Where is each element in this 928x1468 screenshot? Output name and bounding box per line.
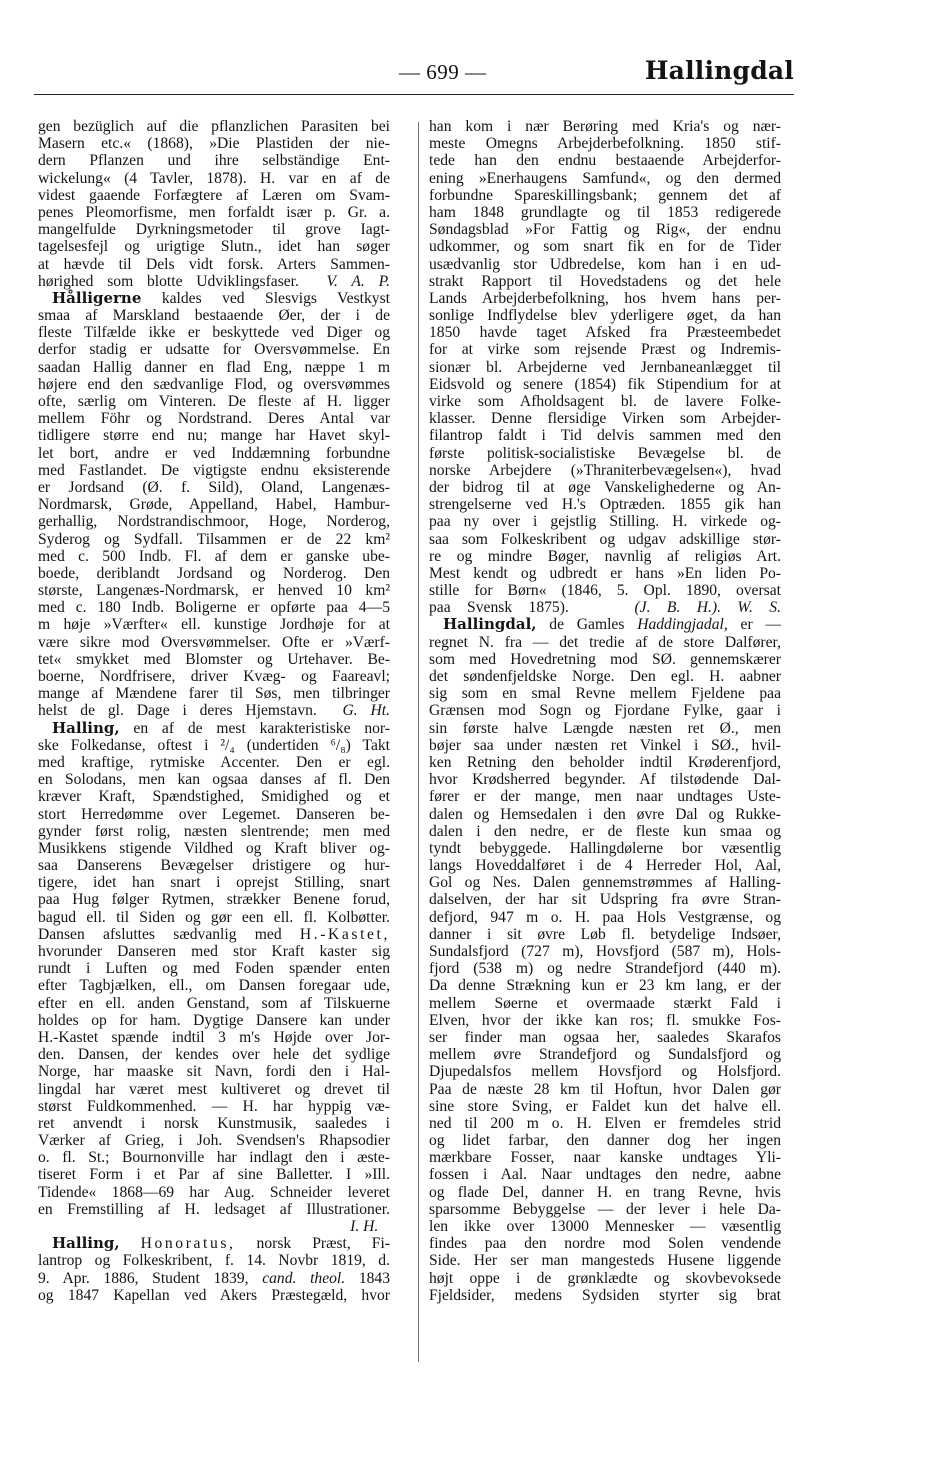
text-run: en af de mest karakteristiske nor- [133, 719, 390, 737]
text-line: strakt Rapport til Hovedstadens og det hele [429, 272, 781, 290]
text-line: Djupedalsfos mellem Hovsfjord og Holsfjord. [429, 1063, 781, 1081]
spaced-term: Honoratus, [140, 1235, 236, 1253]
text-line: boede, deriblandt Jordsand og Norderog. Den [38, 564, 390, 582]
text-line: efter en ell. anden Genstand, som af Tilskuerne [38, 994, 390, 1012]
text-line: tigere, idet han snart i oprejst Stilling, snart [38, 874, 390, 892]
text-line: tede han den endnu bestaaende Arbejderfor- [429, 152, 781, 170]
entry-headword: Hålligerne [52, 288, 142, 307]
text-line: sparsomme Bebyggelse — der lever i hele Da- [429, 1200, 781, 1218]
text-line: bagud ell. til Siden og gør een ell. fl. Kolbøtter. [38, 908, 390, 926]
text-line: stille for Børn« (1846, 5. Opl. 1890, oversat [429, 582, 781, 600]
text-line: usædvanlig stor Udbredelse, kom han i en ud- [429, 255, 781, 273]
text-line: ham 1848 grundlagte og til 1853 redigerede [429, 203, 781, 221]
text-run: norsk Præst, Fi- [256, 1235, 391, 1253]
text-line: Sundalsfjord (727 m), Hovsfjord (587 m), Hols- [429, 943, 781, 960]
text-line: gen bezüglich auf die pflanzlichen Parasiten bei [38, 118, 390, 135]
entry-heading-line [38, 290, 390, 307]
text-line: fører er der mange, men naar undtages Uste- [429, 788, 781, 806]
text-line: filantrop faldt i Tid delvis sammen med den [429, 427, 781, 445]
text-line: H.-Kastet spænde indtil 3 m's Højde over Jor- [38, 1028, 390, 1046]
text-line [38, 1270, 390, 1287]
text-line: Eidsvold og senere (1854) fik Stipendium for at [429, 375, 781, 393]
text-line: højt oppe i de grønklædte og skovbevoksede [429, 1269, 781, 1287]
text-line: størst Fuldkommenhed. — H. har hyppig væ- [38, 1097, 390, 1115]
left-column [38, 118, 390, 1304]
entry-headword: Hallingdal, [443, 615, 537, 634]
text-line: dalselven, der har sit Udspring fra øvre Stran- [429, 891, 781, 909]
text-line: med c. 500 Indb. Fl. af dem er ganske ube- [38, 547, 390, 565]
text-line: mellem Søerne et overmaade stærkt Fald i [429, 994, 781, 1012]
text-line: Paa de næste 28 km til Hoftun, hvor Dalen gør [429, 1080, 781, 1098]
text-line: boerne, Nordfrisere, driver Kvæg- og Faareavl; [38, 668, 390, 685]
text-line: tiseret Form i et Par af sine Balletter. I »Ill. [38, 1166, 390, 1184]
text-line: ofte, særlig om Vinteren. De fleste af H. ligger [38, 393, 390, 410]
text-line: Norge, har maaske sit Navn, fordi den i Hal- [38, 1063, 390, 1081]
text-line: paa ny over i gejstlig Stilling. H. virkede og- [429, 513, 781, 531]
author-signature: V. A. P. [326, 272, 391, 290]
text-line: derfor stadig er udsatte for Oversvømmelse. En [38, 341, 390, 359]
text-line: fossen i Aal. Naar undtages den nedre, aabne [429, 1166, 781, 1184]
text-line: Lands Arbejderbefolkning, hos hvem hans per- [429, 289, 781, 307]
column-divider [418, 122, 419, 1362]
text-line: det søndenfjeldske Norge. Den egl. H. aabner [429, 668, 781, 685]
text-line: fleste Tilfælde ikke er beskyttede ved Diger og [38, 324, 390, 342]
text-line: virke som Afholdsagent bl. de lavere Folke- [429, 393, 781, 410]
text-run: 9. Apr. 1886, Student 1839, [38, 1269, 249, 1287]
text-line: let bort, andre er ved Inddæmning forbundne [38, 444, 390, 462]
text-line: Gol og Nes. Dalen gennemstrømmes af Halling- [429, 874, 781, 892]
text-line: ser finder man ogsaa her, saaledes Skarafos [429, 1028, 781, 1046]
text-line: danner i sit øvre Løb fl. betydelige Indsøer, [429, 925, 781, 943]
text-line: penes Pleomorfisme, men forfaldt især p. Gr. a. [38, 203, 390, 221]
text-line: kræver Kraft, Spændstighed, Smidighed og et [38, 788, 390, 806]
text-line: Værker af Grieg, i Joh. Svendsen's Rhapsodier [38, 1132, 390, 1150]
text-line: dalen i den nedre, er de fleste kun smaa og [429, 822, 781, 840]
text-line: at hævde til Dels vidt forsk. Arters Sammen- [38, 255, 390, 273]
text-line: hvorunder Danseren med stor Kraft kaster sig [38, 943, 390, 960]
text-line: saa som Folkeskribent og udgav adskillige stør- [429, 530, 781, 548]
text-line: med Fastlandet. De vigtigste endnu eksisterende [38, 461, 390, 479]
text-line: Tidende« 1868—69 har Aug. Schneider leveret [38, 1183, 390, 1201]
text-line: findes paa den nordre mod Solen vendende [429, 1235, 781, 1253]
running-head: Hallingdal [644, 56, 794, 85]
text-line: langs Hoveddalføret i de 4 Herreder Hol, Aal, [429, 857, 781, 875]
text-line: ske Folkedanse, oftest i ²/₄ (undertiden ⁶/₈) Takt [38, 736, 390, 754]
text-run: hørighed som blotte Udviklingsfaser. [38, 272, 299, 290]
page-header [34, 58, 794, 92]
text-line: sonlige Indflydelse blev yderligere øget, da han [429, 307, 781, 325]
text-line: mellem Föhr og Nordstrand. Deres Antal var [38, 410, 390, 428]
text-line: ned til 200 m o. H. Elven er fremdeles strid [429, 1114, 781, 1132]
text-line: sine store Sving, er Faldet kun det halve ell. [429, 1097, 781, 1115]
text-line: defjord, 947 m o. H. paa Hols Vestgrænse, og [429, 908, 781, 926]
text-line: og lidet farbar, den danner dog her ingen [429, 1132, 781, 1150]
text-line: Syderog og Sydfall. Tilsammen er de 22 km² [38, 530, 390, 548]
text-run: helst de gl. Dage i deres Hjemstavn. [38, 702, 317, 720]
text-run: er — [740, 616, 782, 634]
text-line: mellem øvre Strandefjord og Sundalsfjord og [429, 1046, 781, 1064]
text-line: regnet N. fra — det tredie af de store Dalfører, [429, 633, 781, 651]
text-line: mange af Mændene farer til Søs, men tilbringer [38, 685, 390, 703]
text-line: tyndt bebyggede. Hallingdølerne bor væsentlig [429, 839, 781, 857]
text-line: mærkbare Fosser, naar kanske undtages Yli- [429, 1149, 781, 1167]
italic-term: cand. theol. [262, 1269, 346, 1287]
text-line: Nordmarsk, Grøde, Appelland, Habel, Hambur- [38, 496, 390, 514]
text-line: saa Danserens Bevægelser dristigere og hur- [38, 857, 390, 875]
text-line: en Solodans, men kan ogsaa danses af fl. Den [38, 771, 390, 789]
text-line: wickelung« (4 Tavler, 1878). H. var en af de [38, 169, 390, 187]
text-line: er Jordsand (Ø. f. Sild), Oland, Langenæs- [38, 478, 390, 496]
text-line: sionær bl. Arbejderne ved Jernbaneanlægget til [429, 358, 781, 376]
text-line: videst gaaende Forfægtere af Læren om Svam- [38, 186, 390, 204]
text-line: forbundne Spareskillingsbank; gennem det af [429, 186, 781, 204]
right-column [429, 118, 781, 1321]
text-line: der bidrog til at øge Vanskelighederne og An- [429, 478, 781, 496]
text-run: kaldes ved Slesvigs Vestkyst [161, 289, 390, 307]
text-line: rundt i Luften og med Foden spænder enten [38, 960, 390, 978]
text-line: han kom i nær Berøring med Kria's og nær- [429, 118, 781, 135]
text-line: o. fl. St.; Bournonville har indlagt den i æste- [38, 1149, 390, 1167]
text-line: Masern etc.« (1868), »Die Plastiden der nie- [38, 135, 390, 153]
text-run: de Gamles [549, 616, 625, 634]
spaced-term: H.-Kastet, [299, 925, 390, 943]
text-line: dalen og Hemsedalen i den øvre Dal og Rukke- [429, 805, 781, 823]
entry-headword: Halling, [52, 1234, 120, 1253]
page-number: — 699 — [399, 60, 487, 84]
text-line: største, Langenæs-Nordmarsk, er henved 10 km² [38, 582, 390, 600]
text-line: Elven, hvor der ikke kan ros; fl. smukke Fos- [429, 1011, 781, 1029]
entry-headword: Halling, [52, 718, 120, 737]
text-line: bøjer saa under næsten ret Vinkel i SØ., hvil- [429, 736, 781, 754]
text-line: tagelsesfejl og urigtige Slutn., idet han søger [38, 238, 390, 256]
text-line: sin første halve Længde næsten ret Ø., men [429, 719, 781, 737]
text-run: paa Svensk 1875). [429, 599, 569, 617]
text-line [38, 702, 390, 719]
text-line: smaa af Marskland bestaaende Øer, der i de [38, 307, 390, 325]
text-line: den. Dansen, der kendes over hele det sydlige [38, 1046, 390, 1064]
text-line: ken Retning den beholder indtil Krøderenfjord, [429, 753, 781, 771]
text-line: og flade Del, danner H. en trang Revne, hvis [429, 1183, 781, 1201]
author-signature: G. Ht. [342, 702, 391, 720]
text-line: ening »Enerhaugens Samfund«, og den dermed [429, 169, 781, 187]
text-line [38, 926, 390, 943]
text-line: Da denne Strækning kun er 23 km lang, er der [429, 977, 781, 995]
text-line: lantrop og Folkeskribent, f. 14. Novbr 1819, d. [38, 1252, 390, 1270]
text-line: Fjeldsider, medens Sydsiden styrter sig brat [429, 1286, 781, 1304]
text-line: Mest kendt og udbredt er hans »En liden Po- [429, 564, 781, 582]
text-line: mangelfulde Dyrkningsmetoder til grove Iagt- [38, 221, 390, 239]
text-line [38, 273, 390, 290]
text-line: ret anvendt i norsk Kunstmusik, saaledes i [38, 1114, 390, 1132]
text-line: m høje »Værfter« ell. kunstige Jordhøje for at [38, 616, 390, 634]
header-rule [34, 94, 794, 95]
text-line: re og mindre Bøger, navnlig af religiøs Art. [429, 547, 781, 565]
text-line: len ikke over 13000 Mennesker — væsentlig [429, 1218, 781, 1235]
text-line: stort Herredømme over Legemet. Danseren be- [38, 805, 390, 823]
text-line: med c. 180 Indb. Boligerne er opførte paa 4—5 [38, 599, 390, 617]
text-line: Side. Her ser man mangesteds Husene liggende [429, 1252, 781, 1270]
text-line: med kraftige, rytmiske Accenter. Den er egl. [38, 753, 390, 771]
text-line: og 1847 Kapellan ved Akers Præstegæld, hvor [38, 1286, 390, 1304]
text-run: Dansen afsluttes sædvanlig med [38, 925, 282, 943]
entry-heading-line [38, 1235, 390, 1252]
text-line: efter Tagbjælken, ell., om Dansen foregaar ude, [38, 977, 390, 995]
text-line: lingdal har været mest kultiveret og drevet til [38, 1080, 390, 1098]
text-line [429, 1304, 781, 1321]
text-line: 1850 havde taget Afsked fra Præsteembedet [429, 324, 781, 342]
text-line: første politisk-socialistiske Bevægelse bl. de [429, 444, 781, 462]
text-line: Grænsen mod Sogn og Fjordane Fylke, gaar i [429, 702, 781, 720]
text-run: 1843 [358, 1269, 391, 1287]
text-line: Søndagsblad »For Fattig og Rig«, der endnu [429, 221, 781, 239]
text-line: gynder først rolig, næsten slentrende; men med [38, 822, 390, 840]
text-line: sig som en smal Revne mellem Fjeldene paa [429, 685, 781, 703]
text-line: en Fremstilling af H. ledsaget af Illustrationer. [38, 1200, 390, 1218]
text-line: klasser. Denne flersidige Virken som Arbejder- [429, 410, 781, 428]
text-line: tet« smykket med Blomster og Urtehaver. Be- [38, 650, 390, 668]
text-line: paa Hug følger Rytmen, strækker Benene forud, [38, 891, 390, 909]
text-line: som med Hovedretning mod SØ. gennemskærer [429, 650, 781, 668]
author-signature: (J. B. H.). W. S. [634, 599, 781, 617]
text-line: dern Pflanzen und ihre selbständige Ent- [38, 152, 390, 170]
text-line [429, 599, 781, 616]
author-signature: I. H. [350, 1218, 379, 1235]
text-line: tidligere større end nu; mange har Havet skyl- [38, 427, 390, 445]
text-line: holdes op for ham. Dygtige Dansere kan under [38, 1011, 390, 1029]
author-signature-line [38, 1218, 390, 1235]
text-line: strengelserne ved H.'s Optræden. 1855 gik han [429, 496, 781, 514]
entry-heading-line [429, 616, 781, 633]
text-line: norske Arbejdere (»Thraniterbevægelsen«), hvad [429, 461, 781, 479]
text-line: Musikkens stigende Vildhed og Kraft bliver og- [38, 839, 390, 857]
text-line: saadan Hallig danner en flad Eng, næppe 1 m [38, 358, 390, 376]
text-line: fjord (538 m) og nedre Strandefjord (440 m). [429, 960, 781, 978]
text-line: meste Omegns Arbejderbefolkning. 1850 stif- [429, 135, 781, 153]
text-line: højere end den sædvanlige Flod, og oversvømmes [38, 375, 390, 393]
text-line: hvor Krødsherred begynder. Af tilstødende Dal- [429, 771, 781, 789]
text-line: være sikre mod Oversvømmelser. Ofte er »Værf- [38, 633, 390, 651]
text-line: udkommer, og som snart fik en for de Tider [429, 238, 781, 256]
italic-term: Haddingjadal, [637, 616, 728, 634]
entry-heading-line [38, 720, 390, 737]
text-line: gerhallig, Nordstrandischmoor, Hoge, Norderog, [38, 513, 390, 531]
text-line: for at virke som rejsende Præst og Indremis- [429, 341, 781, 359]
